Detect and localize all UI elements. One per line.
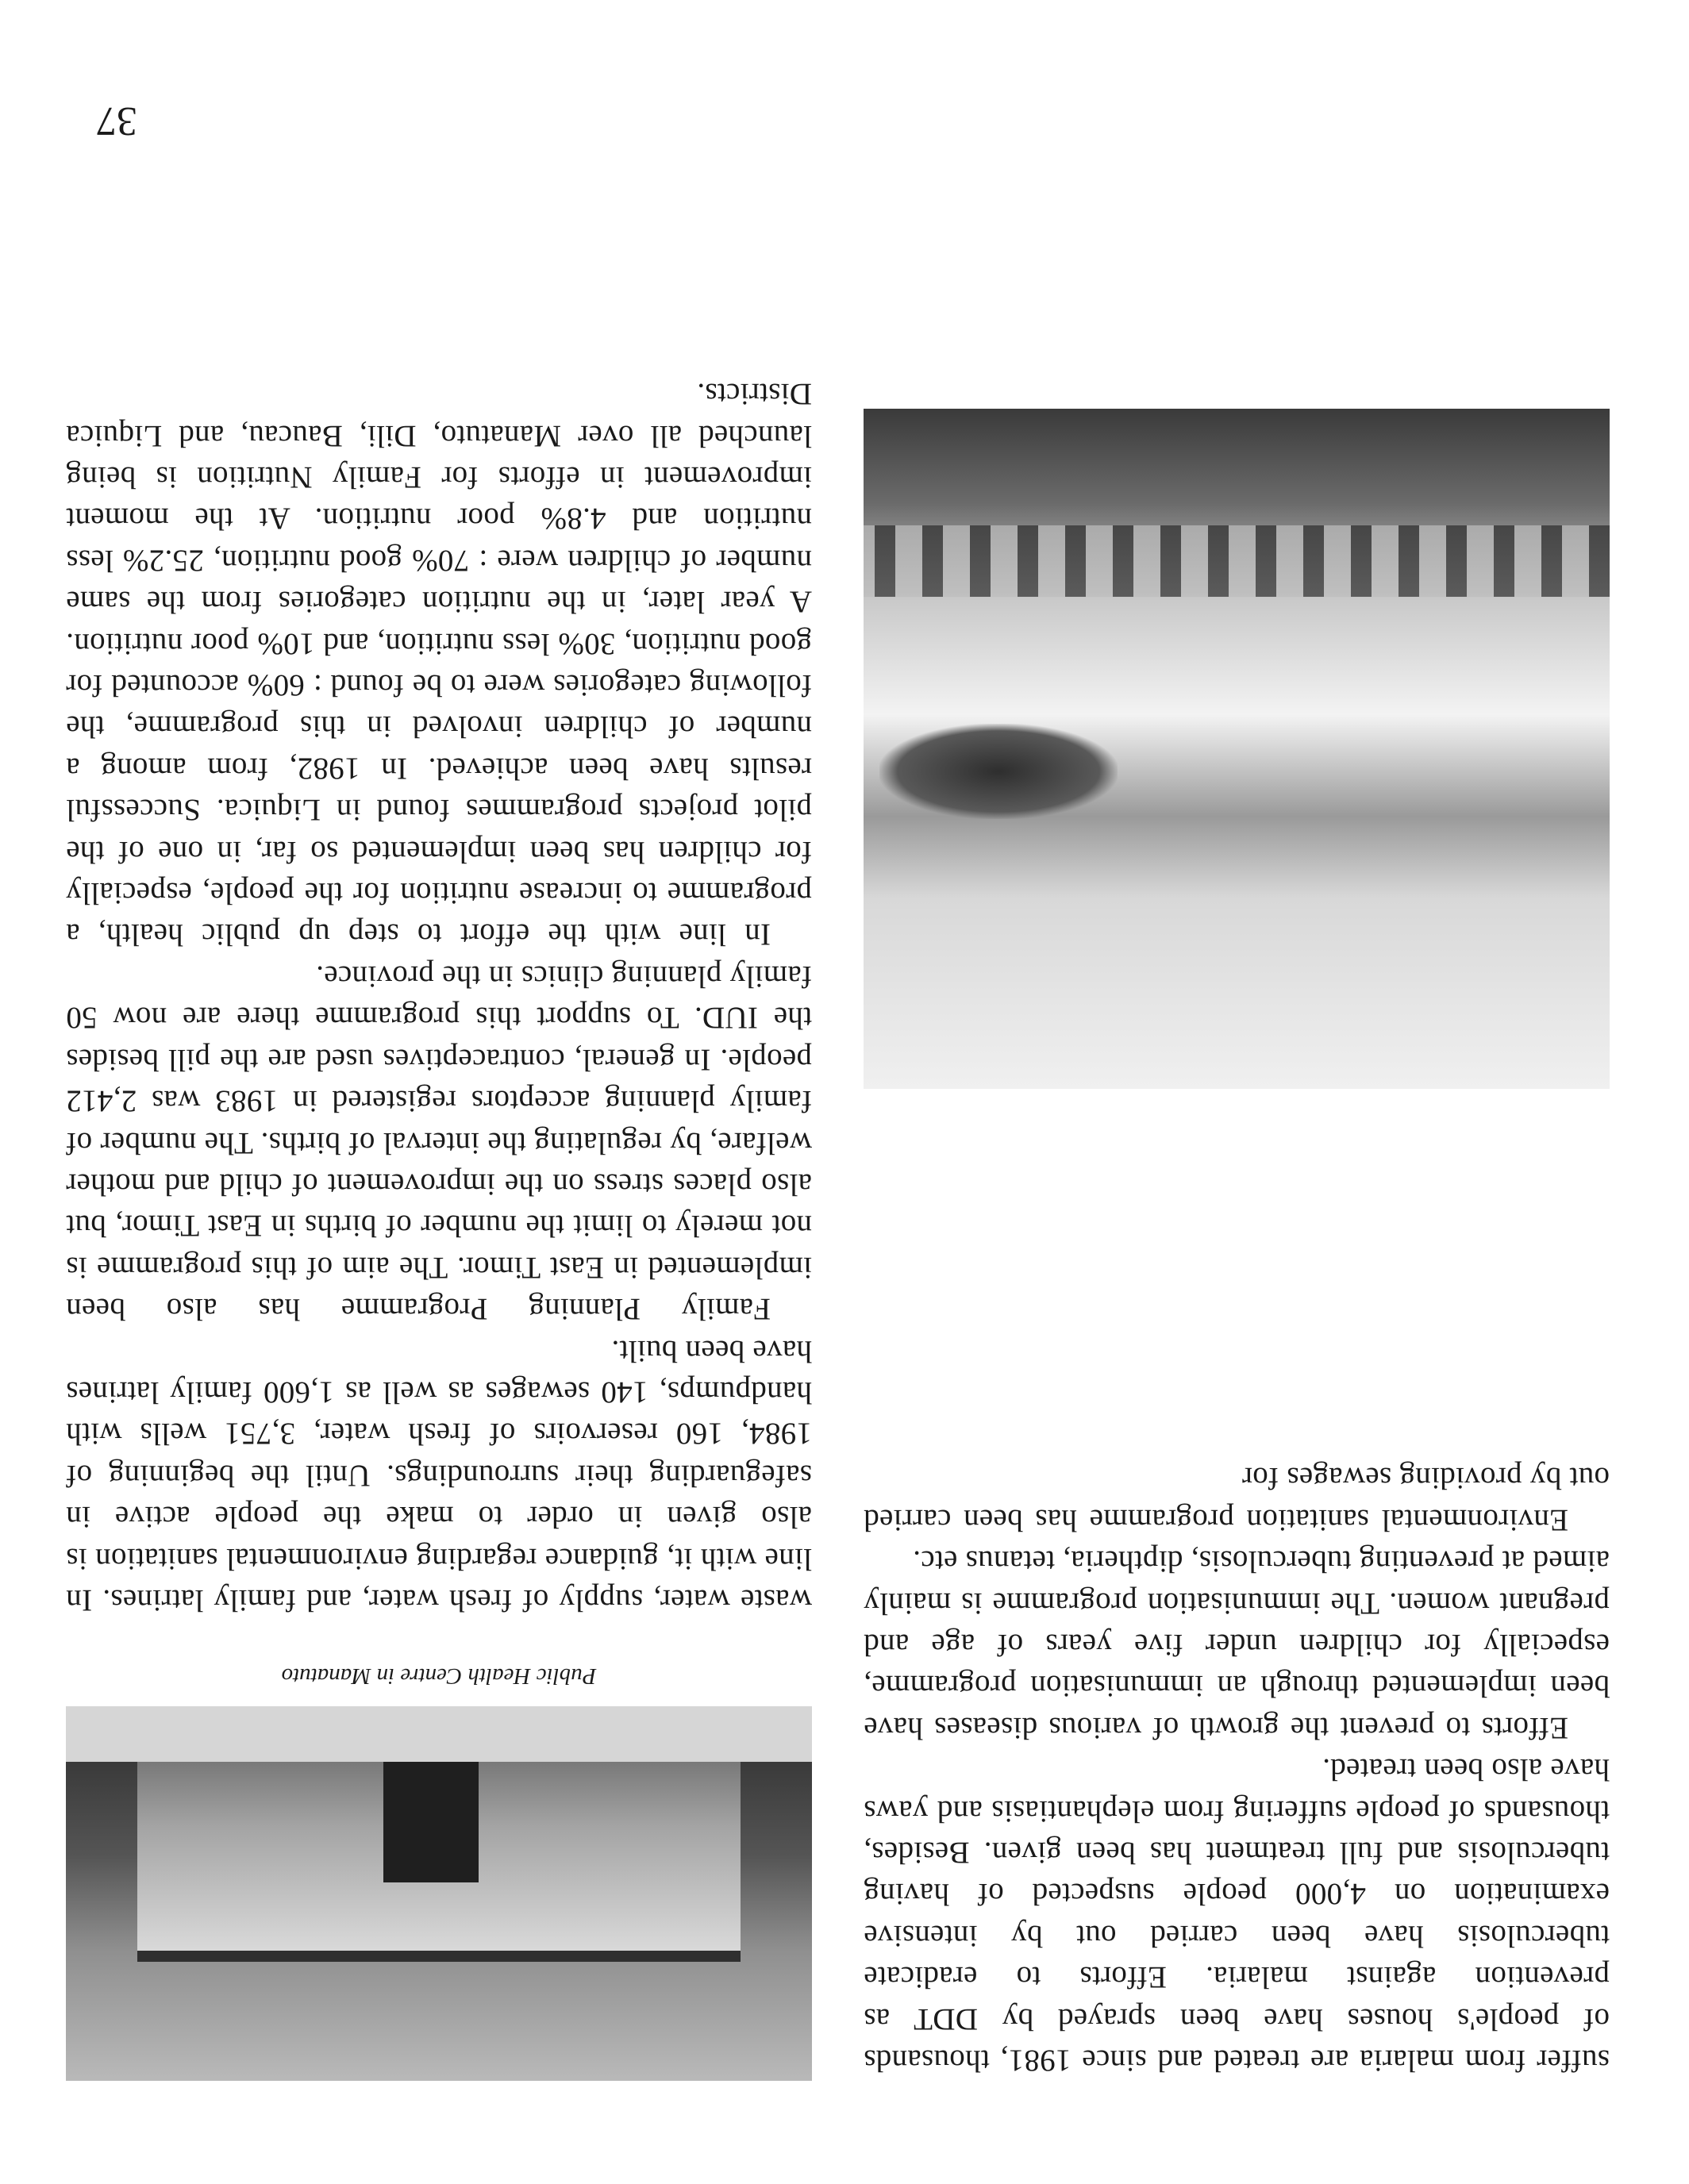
paragraph: Family Planning Programme has also been implemented in East Timor. The aim of this programme is not merely to limit the number of births in East Timor, but also places stress on the improvement of child and mother welfare, by regulating the interval of births. The number of family planning acceptors registered in 1983 was 2,412 people. In general, contraceptives used are the pill besides the IUD. To support this programme there are now 50 family planning clinics in the province.	[66, 959, 812, 1327]
paragraph: Efforts to prevent the growth of various diseases have been implemented through an immunisation programme, especially for children under five years of age and pregnant women. The immunisation programme is mainly aimed at preventing tuberculosis, diptheria, tetanus etc.	[864, 1544, 1610, 1745]
figure-caption: Public Health Centre in Manatuto	[281, 1663, 597, 1689]
paragraph: In line with the effort to step up public health, a programme to increase nutrition for the people, especially for children has been implemented so far, in one of the pilot projects programmes found in Liquica. Successful results have been achieved. In 1982, from among a number of children involved in this programme, the following categories were to be found : 60% accounted for good nutrition, 30% less nutrition, and 10% poor nutrition. A year later, in the nutrition categories from the same number of children were : 70% good nutrition, 25.2% less nutrition and 4.8% poor nutrition. At the moment improvement in efforts for Family Nutrition is being launched all over Manatuto, Dili, Baucau, and Liquica Districts.	[66, 377, 812, 952]
left-column	[864, 1457, 1610, 2081]
photo-detail	[66, 1706, 812, 1762]
paragraph: Environmental sanitation programme has been carried out by providing sewages for	[864, 1461, 1610, 1537]
photo-detail	[383, 1755, 479, 1882]
figure	[66, 1636, 812, 2081]
photo-detail	[879, 724, 1118, 819]
photo-detail	[864, 525, 1610, 597]
page-number: 37	[96, 98, 137, 144]
health-centre-photo	[66, 1706, 812, 2081]
right-column	[66, 373, 812, 1621]
photo	[864, 409, 1610, 1089]
paragraph: waste water, supply of fresh water, and family latrines. In line with it, guidance regarding environmental sanitation is also given in order to make the people active in safeguarding their surroundings. Until the beginning of 1984, 160 reservoirs of fresh water, 3,751 wells with handpumps, 140 sewages as well as 1,600 family latrines have been built.	[66, 1333, 812, 1617]
paragraph: suffer from malaria are treated and since 1981, thousands of people's houses have been sprayed by DDT as prevention against malaria. Efforts to eradicate tuberculosis have been carried out by intensive examination on 4,000 people suspected of having tuberculosis and full treatment has been given. Besides, thousands of people suffering from elephantiasis and yaws have also been treated.	[864, 1752, 1610, 2078]
